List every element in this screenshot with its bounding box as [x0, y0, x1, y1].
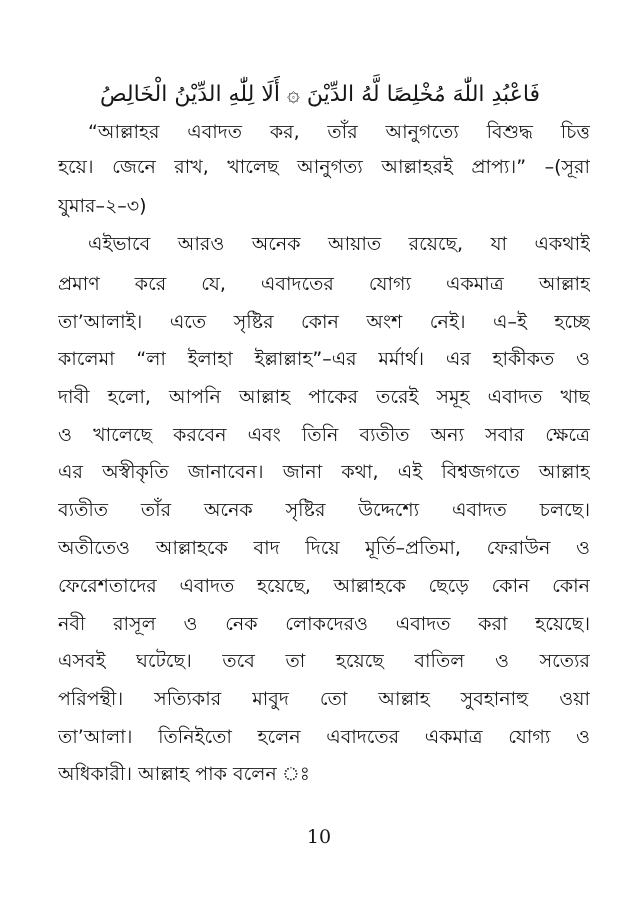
text-line: এসবই ঘটেছে। তবে তা হয়েছে বাতিল ও সত্যের: [58, 650, 590, 672]
text-line: ফেরেশতাদের এবাদত হয়েছে, আল্লাহকে ছেড়ে কোন কোন: [58, 575, 590, 597]
page-number: 10: [306, 826, 332, 848]
text-line: ও খালেছে করবেন এবং তিনি ব্যতীত অন্য সবার ক্ষেত্রে: [58, 424, 590, 446]
text-line: যুমার–২–৩): [58, 195, 147, 217]
arabic-verse: فَاعْبُدِ اللّٰهَ مُخْلِصًا لَّهُ الدِّيْنَ ۞ أَلَا لِلّٰهِ الدِّيْنُ الْخَالِصُ: [99, 82, 541, 107]
text-line: তা’আলাই। এতে সৃষ্টির কোন অংশ নেই। এ–ই হচ্ছে: [58, 311, 590, 333]
text-line: তা’আলা। তিনিইতো হলেন এবাদতের একমাত্র যোগ্য ও: [58, 726, 590, 748]
text-line: এইভাবে আরও অনেক আয়াত রয়েছে, যা একথাই: [88, 233, 590, 255]
text-line: কালেমা “লা ইলাহা ইল্লাল্লাহ”–এর মর্মার্থ। এর হাকীকত ও: [58, 348, 590, 370]
text-line: ব্যতীত তাঁর অনেক সৃষ্টির উদ্দেশ্যে এবাদত চলছে।: [58, 499, 590, 521]
text-line: হয়ে। জেনে রাখ, খালেছ আনুগত্য আল্লাহরই প্রাপ্য।” –(সূরা: [58, 156, 590, 178]
text-line: প্রমাণ করে যে, এবাদতের যোগ্য একমাত্র আল্লাহ: [58, 273, 590, 295]
text-line: অতীতেও আল্লাহকে বাদ দিয়ে মূর্তি–প্রতিমা, ফেরাউন ও: [58, 537, 590, 559]
text-line: দাবী হলো, আপনি আল্লাহ পাকের তরেই সমূহ এবাদত খাছ: [58, 386, 590, 408]
text-line: “আল্লাহর এবাদত কর, তাঁর আনুগত্যে বিশুদ্ধ চিত্ত: [88, 121, 590, 143]
text-line: পরিপন্থী। সত্যিকার মাবুদ তো আল্লাহ সুবহানাহু ওয়া: [58, 688, 590, 710]
text-line: নবী রাসূল ও নেক লোকদেরও এবাদত করা হয়েছে।: [58, 613, 590, 635]
text-line: অধিকারী। আল্লাহ পাক বলেন ঃ: [58, 763, 310, 785]
text-line: এর অস্বীকৃতি জানাবেন। জানা কথা, এই বিশ্বজগতে আল্লাহ: [58, 461, 590, 483]
